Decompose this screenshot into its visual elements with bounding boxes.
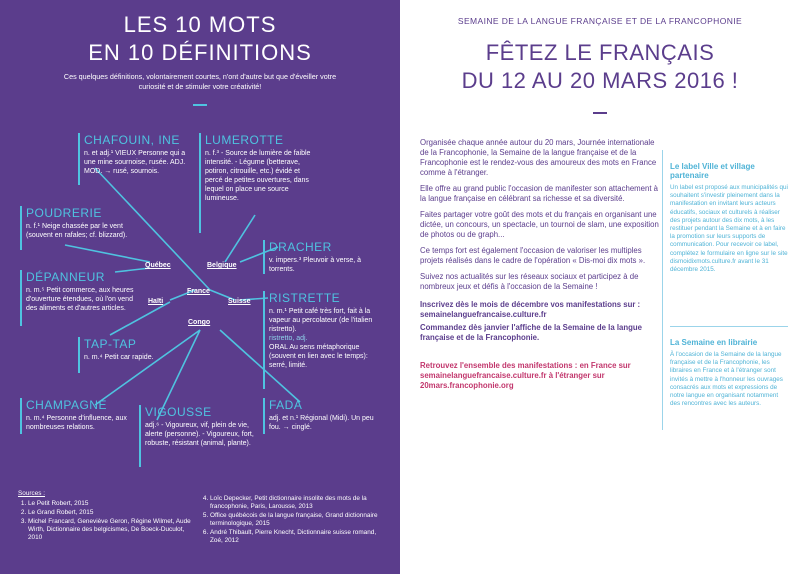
- word-champagne: [26, 398, 144, 432]
- def-poudrerie: n. f.¹ Neige chassée par le vent (souvent en rafales; cf. blizzard).: [26, 223, 128, 239]
- right-title-line2: DU 12 AU 20 MARS 2016 !: [461, 68, 739, 93]
- def-lumerotte: n. f.³ - Source de lumière de faible intensité. - Légume (betterave, potiron, citrouille, etc.) évidé et percé de petites ouvertures, dans lequel on place une source lumineuse.: [205, 150, 311, 202]
- column-divider: [662, 150, 663, 430]
- register-text: Inscrivez dès le mois de décembre vos manifestations sur : semainelanguefrancaise.culture.fr: [420, 300, 641, 319]
- bookshop-box: [670, 338, 788, 408]
- label-box: [670, 162, 788, 274]
- event-panel: [400, 0, 800, 574]
- label-text: Un label est proposé aux municipalités qui souhaitent s'investir pleinement dans la manifestation en invitant leurs acteurs éducatifs, sociaux et culturels à réaliser des projets autour des dix mots, à les restituer pendant la Semaine et à en faire la promotion sur leurs supports de communication. Pour recevoir ce label, complétez le formulaire en ligne sur le site dismoidixmots.culture.fr avant le 31 décembre 2015.: [670, 184, 788, 274]
- def-dracher: v. impers.³ Pleuvoir à verse, à torrents.: [269, 257, 362, 273]
- def-ristrette-c: ORAL Au sens métaphorique (souvent en lien avec le temps): serré, limité.: [269, 344, 368, 369]
- source-item: 4. Loïc Depecker, Petit dictionnaire insolite des mots de la francophonie, Paris, Larousse, 2013: [210, 495, 385, 511]
- term-taptap: TAP-TAP: [84, 337, 137, 351]
- main-body: [420, 138, 660, 391]
- taptap-tick: [78, 337, 80, 373]
- def-champagne: n. m.⁴ Personne d'influence, aux nombreuses relations.: [26, 415, 127, 431]
- def-depanneur: n. m.⁵ Petit commerce, aux heures d'ouverture étendues, où l'on vend des aliments et d'autres articles.: [26, 287, 134, 312]
- place-suisse: Suisse: [228, 298, 251, 305]
- right-header: SEMAINE DE LA LANGUE FRANÇAISE ET DE LA FRANCOPHONIE: [457, 16, 743, 26]
- word-taptap: [84, 337, 154, 362]
- term-vigousse: VIGOUSSE: [145, 405, 212, 419]
- dracher-tick: [263, 240, 265, 274]
- place-haiti: Haïti: [148, 298, 164, 305]
- sources-title: Sources :: [18, 490, 45, 497]
- sources-right: [200, 495, 385, 546]
- bookshop-text: À l'occasion de la Semaine de la langue française et de la Francophonie, les libraires en France et à l'étranger sont invités à mettre à l'honneur les ouvrages consacrés aux mots et expressions de notre langue en organisant notamment des rencontres avec les auteurs.: [670, 351, 783, 408]
- right-title-line1: FÊTEZ LE FRANÇAIS: [485, 40, 715, 65]
- term-depanneur: DÉPANNEUR: [26, 270, 105, 284]
- place-quebec: Québec: [145, 262, 171, 269]
- side-separator: [670, 326, 788, 327]
- bookshop-title: La Semaine en librairie: [670, 338, 758, 347]
- place-france: France: [187, 288, 210, 295]
- word-fada: [269, 398, 379, 432]
- paragraph: Organisée chaque année autour du 20 mars, Journée internationale de la Francophonie, la Semaine de la langue française et de la Francophonie est le rendez-vous des amoureux des mots en France comme à l'étranger.: [420, 138, 657, 177]
- left-title-line1: LES 10 MOTS: [123, 12, 277, 37]
- lumerotte-tick: [199, 133, 201, 233]
- term-dracher: DRACHER: [269, 240, 332, 254]
- def-vigousse: adj.⁶ - Vigoureux, vif, plein de vie, alerte (personne). - Vigoureux, fort, robuste, résistant (animal, plante).: [145, 422, 254, 447]
- order-poster-text: Commandez dès janvier l'affiche de la Semaine de la langue française et de la Francophonie.: [420, 323, 642, 342]
- def-ristrette-a: n. m.¹ Petit café très fort, fait à la vapeur au percolateur (de l'italien ristretto).: [269, 308, 373, 333]
- left-title-line2: EN 10 DÉFINITIONS: [88, 40, 312, 65]
- fada-tick: [263, 398, 265, 434]
- word-poudrerie: [26, 206, 136, 240]
- word-depanneur: [26, 270, 138, 313]
- source-item: 6. André Thibault, Pierre Knecht, Dictionnaire suisse romand, Zoé, 2012: [210, 529, 385, 545]
- source-item: 3. Michel Francard, Geneviève Geron, Régine Wilmet, Aude Wirth, Dictionnaire des belgicismes, De Boeck-Duculot, 2010: [28, 518, 198, 542]
- source-item: 1. Le Petit Robert, 2015: [28, 500, 198, 508]
- paragraph: Suivez nos actualités sur les réseaux sociaux et participez à de nombreux jeux et défis à l'occasion de la Semaine !: [420, 272, 639, 291]
- def-chafouin: n. et adj.¹ VIEUX Personne qui a une mine sournoise, rusée. ADJ. MOD. → rusé, sournois.: [84, 150, 186, 175]
- source-item: 5. Office québécois de la langue française, Grand dictionnaire terminologique, 2015: [210, 512, 385, 528]
- term-chafouin: CHAFOUIN, INE: [84, 133, 180, 147]
- place-congo: Congo: [188, 319, 211, 326]
- term-champagne: CHAMPAGNÉ: [26, 398, 107, 412]
- term-ristrette: RISTRETTE: [269, 291, 341, 305]
- ristrette-tick: [263, 291, 265, 389]
- paragraph: Faites partager votre goût des mots et du français en organisant une dictée, un concours, un spectacle, un tournoi de slam, une exposition de photos ou de graph...: [420, 210, 659, 239]
- word-vigousse: [145, 405, 257, 448]
- word-lumerotte: [205, 133, 315, 203]
- word-chafouin: [84, 133, 194, 176]
- def-taptap: n. m.⁴ Petit car rapide.: [84, 354, 154, 361]
- find-events-text: Retrouvez l'ensemble des manifestations : en France sur semainelanguefrancaise.culture.fr à l'étranger sur 20mars.francophonie.org: [420, 361, 631, 390]
- source-item: 2. Le Grand Robert, 2015: [28, 509, 198, 517]
- sources-left: [18, 490, 198, 543]
- term-lumerotte: LUMEROTTE: [205, 133, 284, 147]
- word-ristrette: [269, 291, 385, 370]
- term-poudrerie: POUDRERIE: [26, 206, 102, 220]
- def-ristrette-b: ristretto, adj.: [269, 335, 308, 342]
- chafouin-tick: [78, 133, 80, 185]
- term-fada: FADA: [269, 398, 303, 412]
- paragraph: Ce temps fort est également l'occasion de valoriser les multiples projets réalisés dans le cadre de l'opération « Dis-moi dix mots ».: [420, 246, 646, 265]
- label-title: Le label Ville et village partenaire: [670, 162, 755, 180]
- intro-text: Ces quelques définitions, volontairement courtes, n'ont d'autre but que d'éveiller votre curiosité et de stimuler votre créativité!: [63, 72, 337, 91]
- paragraph: Elle offre au grand public l'occasion de manifester son attachement à la langue française en célébrant sa richesse et sa diversité.: [420, 184, 658, 203]
- depanneur-tick: [20, 270, 22, 326]
- champagne-tick: [20, 398, 22, 434]
- word-dracher: [269, 240, 379, 274]
- poudrerie-tick: [20, 206, 22, 250]
- place-belgique: Belgique: [207, 262, 237, 269]
- vigousse-tick: [139, 405, 141, 467]
- right-divider: [593, 112, 607, 114]
- def-fada: adj. et n.¹ Régional (Midi). Un peu fou. → cinglé.: [269, 415, 374, 431]
